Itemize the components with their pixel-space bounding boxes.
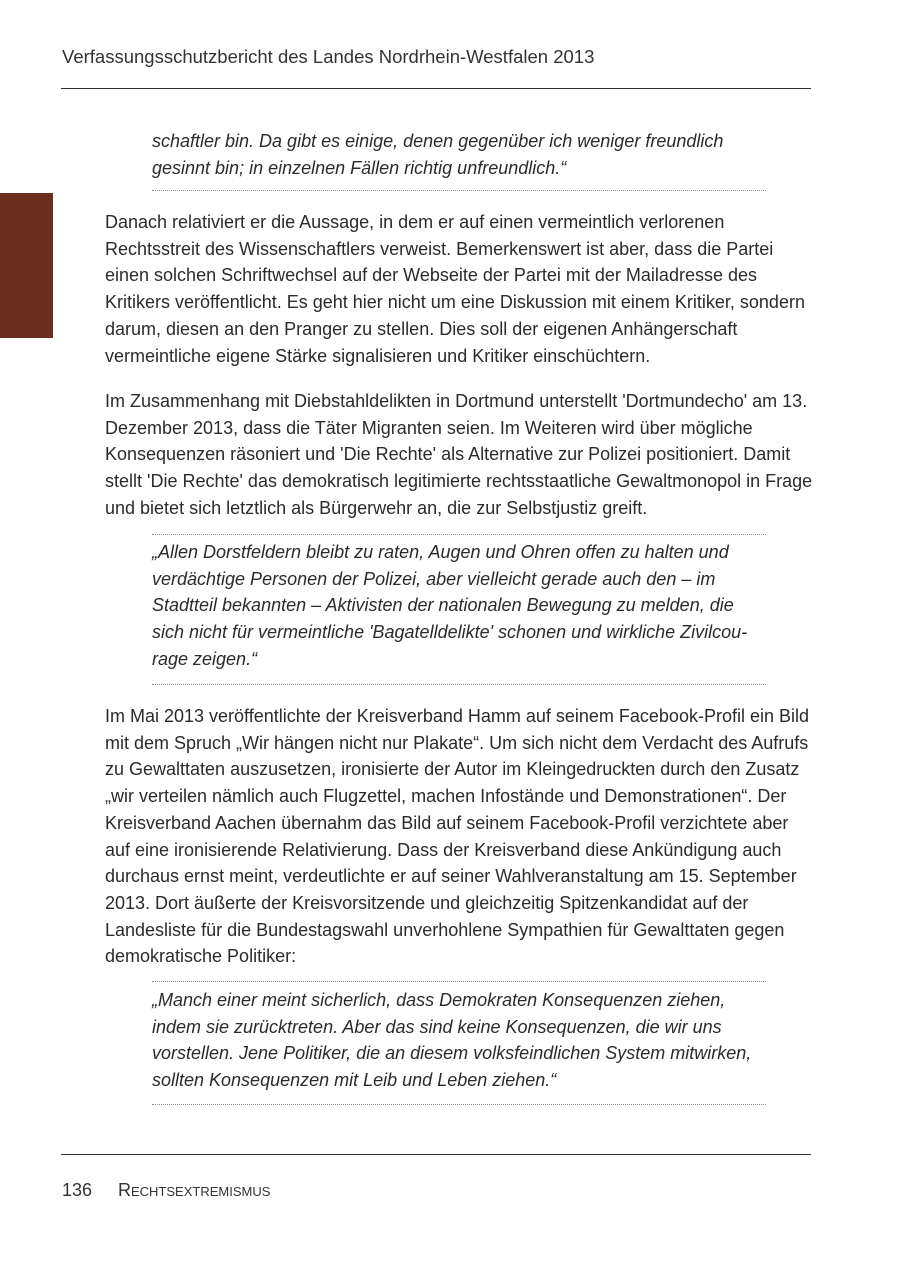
quote-dotted-rule (152, 981, 766, 982)
quote-dotted-rule (152, 534, 766, 535)
body-paragraph-1: Danach relativiert er die Aussage, in dem er auf einen vermeintlich verlorenen Rechtsstreit des Wissenschaftlers verweist. Bemerkenswert ist aber, dass die Partei einen solchen Schriftwechsel auf der Webseite der Partei mit der Mailadresse des Kritikers veröffentlicht. Es geht hier nicht um eine Diskussion mit einem Kritiker, sondern darum, diesen an den Pranger zu stellen. Dies soll der eigenen Anhängerschaft vermeintliche eigene Stärke signalisieren und Kritiker einschüchtern. (105, 212, 805, 366)
body-paragraph-2: Im Zusammenhang mit Diebstahldelikten in Dortmund unterstellt 'Dortmundecho' am 13. Dezember 2013, dass die Täter Migranten seien. Im Weiteren wird über mögliche Konsequenzen räsoniert und 'Die Rechte' als Alternative zur Polizei positioniert. Damit stellt 'Die Rechte' das demokratisch legitimierte rechtsstaatliche Gewaltmonopol in Frage und bietet sich letztlich als Bürgerwehr an, die zur Selbstjustiz greift. (105, 391, 813, 518)
quote-block-3: „Manch einer meint sicherlich, dass Demokraten Konsequenzen ziehen, indem sie zurücktreten. Aber das sind keine Konsequenzen, die wir uns vorstellen. Jene Politiker, die an diesem volksfeindlichen System mitwirken, sollten Konsequenzen mit Leib und Leben ziehen.“ (152, 990, 752, 1091)
quote-dotted-rule (152, 190, 766, 191)
footer-rule (61, 1154, 811, 1155)
quote-dotted-rule (152, 684, 766, 685)
page-number: 136 (62, 1180, 93, 1200)
quote-block-1: schaftler bin. Da gibt es einige, denen gegenüber ich weniger freundlich gesinnt bin; in einzelnen Fällen richtig unfreundlich.“ (152, 131, 724, 178)
chapter-side-tab (0, 193, 53, 338)
running-header-title: Verfassungsschutzbericht des Landes Nordrhein-Westfalen 2013 (62, 46, 595, 67)
footer-section-title: Rechtsextremismus (118, 1180, 271, 1200)
header-rule (61, 88, 811, 89)
quote-block-2: „Allen Dorstfeldern bleibt zu raten, Augen und Ohren offen zu halten und verdächtige Personen der Polizei, aber vielleicht gerade auch den – im Stadtteil bekannten – Aktivisten der nationalen Bewegung zu melden, die sich nicht für vermeintliche 'Bagatelldelikte' schonen und wirkliche Zivilcourage zeigen.“ (152, 542, 748, 669)
quote-dotted-rule (152, 1104, 766, 1105)
body-paragraph-3: Im Mai 2013 veröffentlichte der Kreisverband Hamm auf seinem Facebook-Profil ein Bild mit dem Spruch „Wir hängen nicht nur Plakate“. Um sich nicht dem Verdacht des Aufrufs zu Gewalttaten auszusetzen, ironisierte der Autor im Kleingedruckten durch den Zusatz „wir verteilen nämlich auch Flugzettel, machen Infostände und Demonstrationen“. Der Kreisverband Aachen übernahm das Bild auf seinem Facebook-Profil verzichtete aber auf eine ironisierende Relativierung. Dass der Kreisverband diese Ankündigung auch durchaus ernst meint, verdeutlichte er auf seiner Wahlveranstaltung am 15. September 2013. Dort äußerte der Kreisvorsitzende und gleichzeitig Spitzenkandidat auf der Landesliste für die Bundestagswahl unverhohlene Sympathien für Gewalttaten gegen demokratische Politiker: (105, 706, 809, 967)
